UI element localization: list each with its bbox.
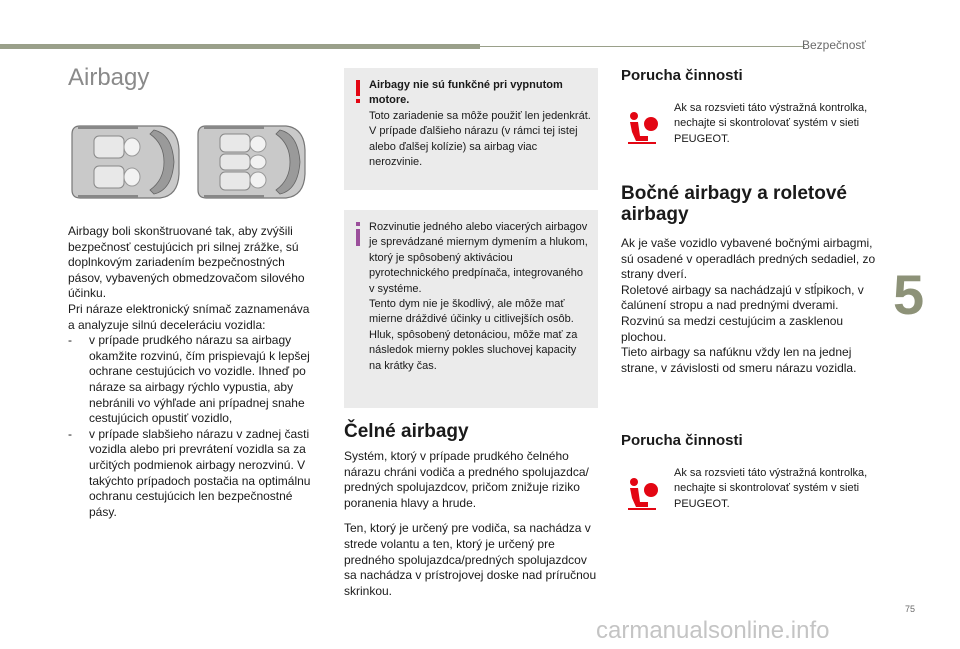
car-diagram-left [68,120,181,204]
front-airbags-text [344,449,598,599]
airbag-warning-icon [624,110,660,144]
airbags-intro-text [68,224,318,520]
malfunction-text-1: Ak sa rozsvieti táto výstražná kontrolka, nechajte si skontrolovať systém v sieti PEUGEOT. [674,102,868,145]
warning-text [369,78,591,170]
header-line [480,46,805,47]
side-airbags-text [621,236,876,376]
intro-paragraph: Airbagy boli skonštruované tak, aby zvýšili bezpečnosť cestujúcich pri silnej zrážke, sú doplnkovým zariadením bezpečnostných pásov, vybavených obmedzovačom silového účinku. [68,224,305,301]
info-body-1: Rozvinutie jedného alebo viacerých airbagov je sprevádzané miernym dymením a hlukom, ktorý je spôsobený aktiváciou pyrotechnického predpínača, integrovaného v systéme. [369,221,588,295]
side-paragraph-1: Ak je vaše vozidlo vybavené bočnými airbagmi, sú osadené v operadlách predných sedadiel, zo strany dverí. [621,236,876,282]
info-body-2: Tento dym nie je škodlivý, ale môže mať mierne dráždivé účinky u citlivejších osôb. Hluk, spôsobený detonáciou, môže mať za následok mierny pokles sluchovej kapacity na krátky čas. [369,298,578,372]
malfunction-heading-1: Porucha činnosti [621,67,743,84]
side-paragraph-2: Roletové airbagy sa nachádzajú v stĺpikoch, v čalúnení stropu a nad prednými dverami. Rozvinú sa medzi cestujúcim a zasklenou plochou. [621,282,864,344]
exclamation-icon [354,80,362,104]
info-box [344,210,598,408]
chapter-number: 5 [893,263,925,326]
front-airbags-heading: Čelné airbagy [344,421,469,442]
airbag-warning-icon [624,476,660,510]
impact-list [68,333,318,520]
watermark: carmanualsonline.info [596,617,830,644]
malfunction-text-2: Ak sa rozsvieti táto výstražná kontrolka, nechajte si skontrolovať systém v sieti PEUGEOT. [674,467,868,510]
malfunction-heading-2: Porucha činnosti [621,432,743,449]
list-item: - v prípade prudkého nárazu sa airbagy okamžite rozvinú, čím prispievajú k lepšej ochrane cestujúcich vo vozidle. Ihneď po náraze sa airbagy rýchlo vypustia, aby nebránili vo výhľade ani prípadnej snahe cestujúcich opustiť vozidlo, [68,333,318,427]
front-paragraph-1: Systém, ktorý v prípade prudkého čelného nárazu chráni vodiča a predného spolujazdca/ predných spolujazdcov, pričom znižuje riziko poranenia hlavy a hrude. [344,449,589,510]
warning-bold: Airbagy nie sú funkčné pri vypnutom motore. [369,79,563,107]
side-paragraph-3: Tieto airbagy sa nafúknu vždy len na jednej strane, v závislosti od smeru nárazu vozidla. [621,345,857,375]
side-airbags-heading: Bočné airbagy a roletové airbagy [621,183,847,225]
info-icon [354,222,362,246]
page-number: 75 [905,604,916,614]
warning-box [344,68,598,190]
front-paragraph-2: Ten, ktorý je určený pre vodiča, sa nachádza v strede volantu a ten, ktorý je určený pre predného spolujazdca/predných spolujazdcov sa nachádza v prístrojovej doske nad príručnou skrinkou. [344,521,597,598]
header-bar [0,44,480,49]
list-item: - v prípade slabšieho nárazu v zadnej časti vozidla alebo pri prevrátení vozidla sa za určitých podmienok airbagy nerozvinú. V takýchto prípadoch postačia na optimálnu ochranu cestujúcich len bezpečnostné pásy. [68,427,318,521]
page-title: Airbagy [68,64,150,91]
sensor-paragraph: Pri náraze elektronický snímač zaznamenáva a analyzuje silnú deceleráciu vozidla: [68,301,310,332]
section-name: Bezpečnosť [802,38,866,52]
warning-body: Toto zariadenie sa môže použiť len jedenkrát. V prípade ďalšieho nárazu (v rámci tej istej alebo ďalšej kolízie) sa airbag viac nerozvinie. [369,109,591,169]
info-text [369,220,591,374]
car-diagram-right [194,120,307,204]
